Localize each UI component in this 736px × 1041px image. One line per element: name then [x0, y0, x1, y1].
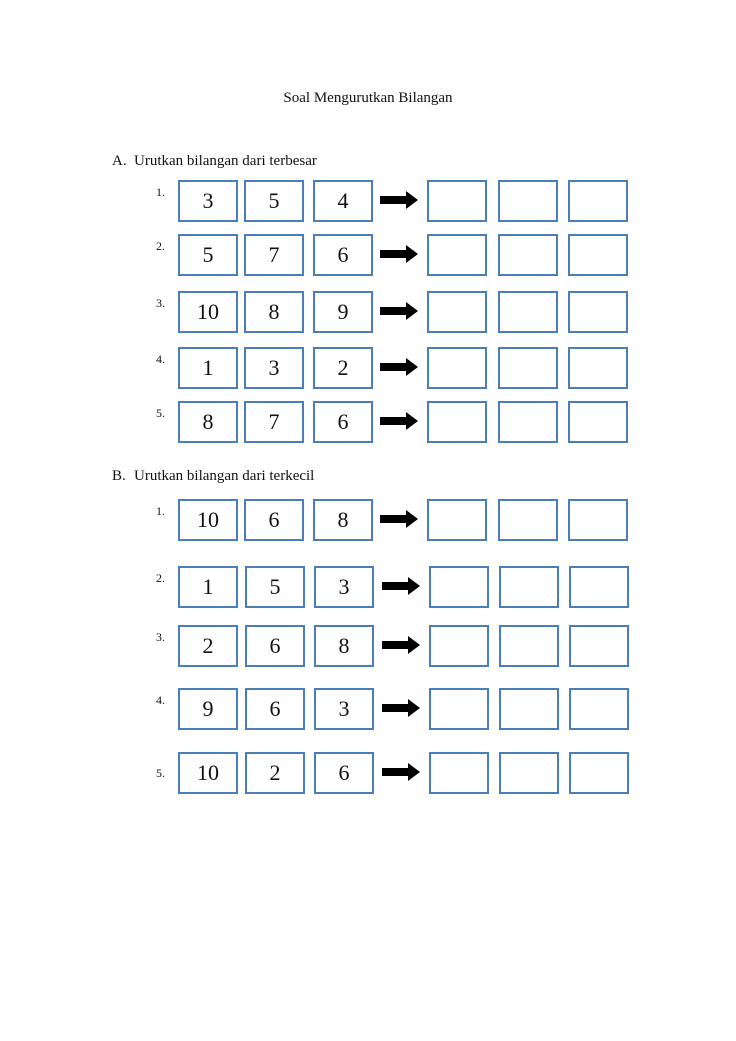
answer-box[interactable]	[427, 180, 487, 222]
given-number-box: 6	[313, 234, 373, 276]
answer-box[interactable]	[569, 625, 629, 667]
section-b-row-4	[0, 688, 736, 730]
section-a-heading	[112, 153, 317, 170]
answer-box[interactable]	[499, 625, 559, 667]
arrow-right-icon	[382, 763, 420, 781]
answer-box[interactable]	[568, 234, 628, 276]
answer-box[interactable]	[498, 180, 558, 222]
answer-box[interactable]	[498, 291, 558, 333]
row-number: 4.	[156, 352, 165, 366]
answer-box[interactable]	[427, 291, 487, 333]
section-b-row-3	[0, 625, 736, 667]
arrow-right-icon	[380, 358, 418, 376]
given-number-box: 6	[313, 401, 373, 443]
row-number: 1.	[156, 185, 165, 199]
answer-box[interactable]	[568, 180, 628, 222]
given-number-box: 1	[178, 566, 238, 608]
arrow-right-icon	[380, 191, 418, 209]
given-number-box: 7	[244, 234, 304, 276]
given-number-box: 7	[244, 401, 304, 443]
given-number-box: 2	[313, 347, 373, 389]
arrow-right-icon	[382, 636, 420, 654]
arrow-right-icon	[382, 699, 420, 717]
given-number-box: 10	[178, 291, 238, 333]
given-number-box: 8	[314, 625, 374, 667]
answer-box[interactable]	[427, 347, 487, 389]
answer-box[interactable]	[498, 234, 558, 276]
row-number: 1.	[156, 504, 165, 518]
answer-box[interactable]	[427, 234, 487, 276]
given-number-box: 2	[178, 625, 238, 667]
row-number: 4.	[156, 693, 165, 707]
section-a-row-2	[0, 234, 736, 276]
section-b-row-2	[0, 566, 736, 608]
row-number: 5.	[156, 406, 165, 420]
arrow-right-icon	[380, 412, 418, 430]
section-a-instruction: Urutkan bilangan dari terbesar	[134, 153, 317, 169]
given-number-box: 8	[313, 499, 373, 541]
given-number-box: 4	[313, 180, 373, 222]
row-number: 5.	[156, 766, 165, 780]
given-number-box: 10	[178, 752, 238, 794]
answer-box[interactable]	[429, 688, 489, 730]
given-number-box: 3	[314, 688, 374, 730]
answer-box[interactable]	[427, 499, 487, 541]
row-number: 2.	[156, 571, 165, 585]
section-a-row-1	[0, 180, 736, 222]
row-number: 3.	[156, 630, 165, 644]
answer-box[interactable]	[429, 566, 489, 608]
answer-box[interactable]	[499, 566, 559, 608]
arrow-right-icon	[380, 510, 418, 528]
answer-box[interactable]	[427, 401, 487, 443]
section-a-row-5	[0, 401, 736, 443]
given-number-box: 5	[245, 566, 305, 608]
section-b-row-5	[0, 752, 736, 794]
section-b-instruction: Urutkan bilangan dari terkecil	[134, 468, 315, 484]
given-number-box: 6	[314, 752, 374, 794]
answer-box[interactable]	[569, 566, 629, 608]
given-number-box: 1	[178, 347, 238, 389]
given-number-box: 10	[178, 499, 238, 541]
given-number-box: 9	[313, 291, 373, 333]
arrow-right-icon	[382, 577, 420, 595]
answer-box[interactable]	[498, 401, 558, 443]
section-a-row-3	[0, 291, 736, 333]
section-b-row-1	[0, 499, 736, 541]
given-number-box: 6	[245, 625, 305, 667]
given-number-box: 2	[245, 752, 305, 794]
given-number-box: 5	[178, 234, 238, 276]
given-number-box: 3	[314, 566, 374, 608]
given-number-box: 6	[245, 688, 305, 730]
section-b-letter: B.	[112, 468, 126, 484]
answer-box[interactable]	[498, 499, 558, 541]
answer-box[interactable]	[569, 752, 629, 794]
given-number-box: 3	[244, 347, 304, 389]
given-number-box: 8	[178, 401, 238, 443]
section-b-heading	[112, 468, 314, 485]
section-a-letter: A.	[112, 153, 127, 169]
given-number-box: 3	[178, 180, 238, 222]
row-number: 2.	[156, 239, 165, 253]
arrow-right-icon	[380, 302, 418, 320]
page-title: Soal Mengurutkan Bilangan	[283, 90, 453, 106]
answer-box[interactable]	[499, 688, 559, 730]
answer-box[interactable]	[498, 347, 558, 389]
answer-box[interactable]	[568, 291, 628, 333]
answer-box[interactable]	[429, 752, 489, 794]
given-number-box: 8	[244, 291, 304, 333]
answer-box[interactable]	[499, 752, 559, 794]
given-number-box: 5	[244, 180, 304, 222]
given-number-box: 9	[178, 688, 238, 730]
section-a-row-4	[0, 347, 736, 389]
answer-box[interactable]	[568, 499, 628, 541]
answer-box[interactable]	[568, 401, 628, 443]
row-number: 3.	[156, 296, 165, 310]
answer-box[interactable]	[568, 347, 628, 389]
answer-box[interactable]	[569, 688, 629, 730]
arrow-right-icon	[380, 245, 418, 263]
given-number-box: 6	[244, 499, 304, 541]
answer-box[interactable]	[429, 625, 489, 667]
